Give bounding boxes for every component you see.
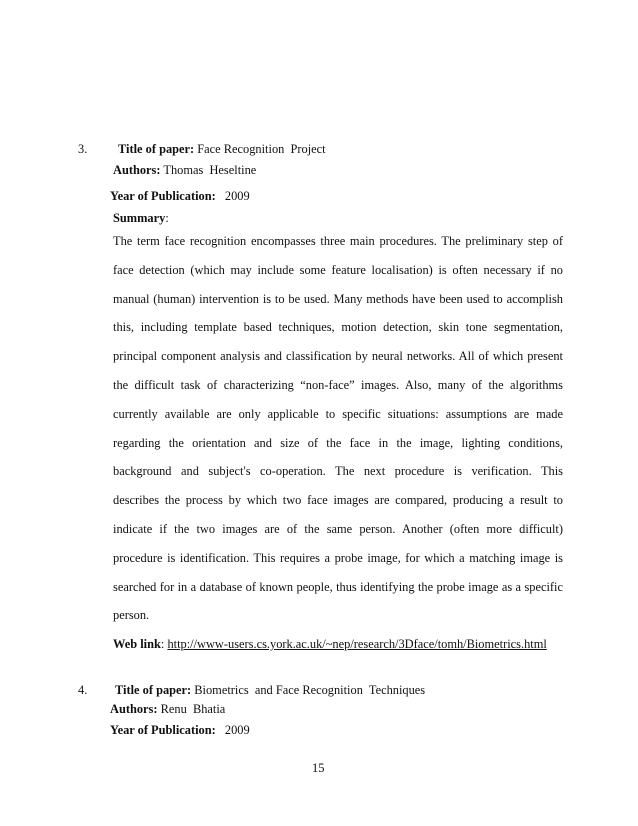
paper-title: Biometrics and Face Recognition Techniques: [194, 683, 426, 697]
summary-label: Summary: [113, 211, 166, 225]
year-row: [110, 723, 250, 738]
summary-line: regarding the orientation and size of the face in the image, lighting conditions,: [113, 436, 563, 450]
year-label: Year of Publication:: [110, 189, 216, 203]
page-number: 15: [312, 761, 325, 775]
authors-value: Renu Bhatia: [160, 702, 226, 716]
summary-line: person.: [113, 608, 150, 622]
authors-row: [113, 163, 256, 178]
summary-line: this, including template based techniques, motion detection, skin tone segmentation,: [113, 320, 563, 334]
summary-line: searched for in a database of known people, thus identifying the probe image as a specific: [113, 580, 563, 594]
year-label: Year of Publication:: [110, 723, 216, 737]
year-value: 2009: [224, 723, 250, 737]
authors-row: [110, 702, 225, 717]
weblink-label: Web link: [113, 637, 161, 651]
weblink-row: [113, 637, 547, 652]
summary-line: procedure is identification. This requires a probe image, for which a matching image is: [113, 551, 563, 565]
summary-line: indicate if the two images are of the same person. Another (often more difficult): [113, 522, 563, 536]
summary-line: describes the process by which two face images are compared, producing a result to: [113, 493, 563, 507]
summary-line: manual (human) intervention is to be used. Many methods have been used to accomplish: [113, 292, 563, 306]
summary-line: principal component analysis and classification by neural networks. All of which present: [113, 349, 563, 363]
authors-label: Authors:: [113, 163, 161, 177]
summary-line: the difficult task of characterizing “non-face” images. Also, many of the algorithms: [113, 378, 563, 392]
title-label: Title of paper:: [118, 142, 195, 156]
authors-label: Authors:: [110, 702, 158, 716]
summary-line: face detection (which may include some feature localisation) is often necessary if no: [113, 263, 563, 277]
summary-line: currently available are only applicable to specific situations: assumptions are made: [113, 407, 563, 421]
year-value: 2009: [224, 189, 250, 203]
authors-value: Thomas Heseltine: [163, 163, 257, 177]
paper-title: Face Recognition Project: [197, 142, 326, 156]
weblink-url[interactable]: http://www-users.cs.york.ac.uk/~nep/research/3Dface/tomh/Biometrics.html: [167, 637, 547, 651]
summary-colon: :: [165, 211, 169, 225]
weblink-colon: :: [160, 637, 165, 651]
year-row: [110, 189, 250, 204]
title-row: [118, 142, 326, 157]
summary-heading: [113, 211, 169, 226]
entry-number: 3.: [78, 142, 88, 156]
entry-number: 4.: [78, 683, 88, 697]
summary-line: background and subject's co-operation. The next procedure is verification. This: [113, 464, 563, 478]
title-label: Title of paper:: [115, 683, 192, 697]
title-row: [115, 683, 425, 698]
summary-line: The term face recognition encompasses three main procedures. The preliminary step of: [113, 234, 563, 248]
